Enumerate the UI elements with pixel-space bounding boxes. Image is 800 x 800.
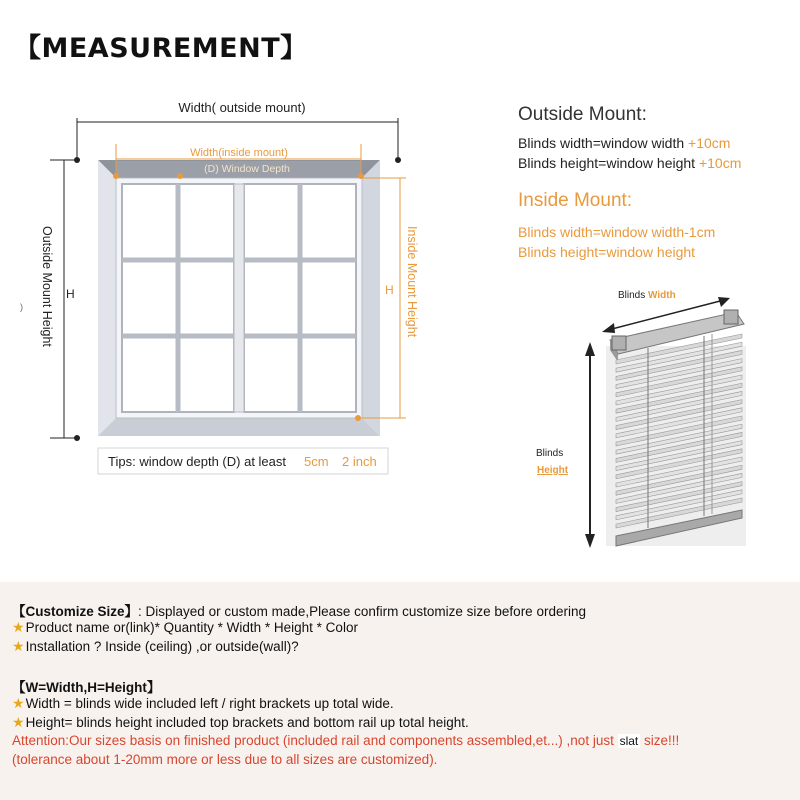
tips-box bbox=[98, 448, 388, 474]
side-mark: ) bbox=[20, 302, 23, 312]
tips-cm: 5cm bbox=[304, 454, 329, 469]
star-icon: ★ bbox=[12, 638, 25, 654]
star-icon: ★ bbox=[12, 714, 25, 730]
customize-heading: 【Customize Size】 bbox=[12, 604, 139, 619]
product-line bbox=[12, 619, 358, 636]
outside-height-add: +10cm bbox=[698, 155, 742, 171]
attention-post: size!!! bbox=[640, 733, 680, 748]
attention-line bbox=[12, 733, 679, 748]
svg-text:Tips: window depth (D) at leas bbox=[108, 454, 286, 469]
attention-text: Attention:Our sizes basis on finished product (included rail and components assembled,et...) ,not just bbox=[12, 733, 618, 748]
tips-inch: 2 inch bbox=[342, 454, 377, 469]
window-depth-label: (D) Window Depth bbox=[204, 163, 290, 175]
outside-width-rule-text: Blinds width=window width bbox=[518, 135, 689, 151]
wh-heading: 【W=Width,H=Height】 bbox=[12, 680, 161, 695]
blind-width-word: Width bbox=[648, 290, 676, 301]
tips-text: window depth (D) at least bbox=[135, 454, 286, 469]
info-panel bbox=[0, 582, 800, 800]
inside-mount-heading: Inside Mount: bbox=[518, 190, 633, 211]
outside-height-rule-text: Blinds height=window height bbox=[518, 155, 699, 171]
tolerance-line: (tolerance about 1-20mm more or less due to all sizes are customized). bbox=[12, 752, 438, 767]
install-line-text: Installation ? Inside (ceiling) ,or outside(wall)? bbox=[25, 639, 299, 654]
outside-height-rule bbox=[518, 155, 741, 171]
height-def-text: Height= blinds height included top brackets and bottom rail up total height. bbox=[25, 715, 469, 730]
inside-width-dimension bbox=[113, 144, 364, 179]
inside-height-label: Inside Mount Height bbox=[405, 226, 419, 338]
window-illustration bbox=[98, 160, 380, 436]
outside-width-rule bbox=[518, 135, 730, 151]
height-def-line bbox=[12, 714, 469, 731]
h-left-label: H bbox=[66, 287, 75, 301]
inside-height-rule: Blinds height=window height bbox=[518, 244, 696, 260]
blind-height-prefix: Blinds bbox=[536, 448, 564, 459]
blind-width-prefix: Blinds bbox=[618, 290, 649, 301]
tips-prefix: Tips: bbox=[108, 454, 136, 469]
install-line bbox=[12, 638, 299, 655]
customize-text: : Displayed or custom made,Please confirm customize size before ordering bbox=[138, 604, 586, 619]
blind-height-word: Height bbox=[537, 465, 569, 476]
outside-height-label: Outside Mount Height bbox=[40, 226, 54, 347]
blind-illustration bbox=[536, 290, 746, 548]
h-right-label: H bbox=[385, 283, 394, 297]
inside-width-label: Width(inside mount) bbox=[190, 147, 288, 159]
outside-mount-heading: Outside Mount: bbox=[518, 104, 647, 125]
attention-slat: slat bbox=[619, 734, 639, 748]
outside-width-add: +10cm bbox=[688, 135, 731, 151]
star-icon: ★ bbox=[12, 695, 25, 711]
wh-heading-line bbox=[12, 676, 160, 696]
page-title: 【MEASUREMENT】 bbox=[14, 33, 308, 64]
svg-text:Blinds Width bbox=[618, 290, 676, 301]
customize-line bbox=[12, 600, 586, 620]
outside-width-label: Width( outside mount) bbox=[178, 100, 306, 115]
inside-width-rule: Blinds width=window width-1cm bbox=[518, 224, 716, 240]
width-def-text: Width = blinds wide included left / right brackets up total wide. bbox=[25, 696, 394, 711]
star-icon: ★ bbox=[12, 619, 25, 635]
width-def-line bbox=[12, 695, 394, 712]
product-line-text: Product name or(link)* Quantity * Width * Height * Color bbox=[25, 620, 358, 635]
outside-height-dimension bbox=[20, 160, 80, 441]
